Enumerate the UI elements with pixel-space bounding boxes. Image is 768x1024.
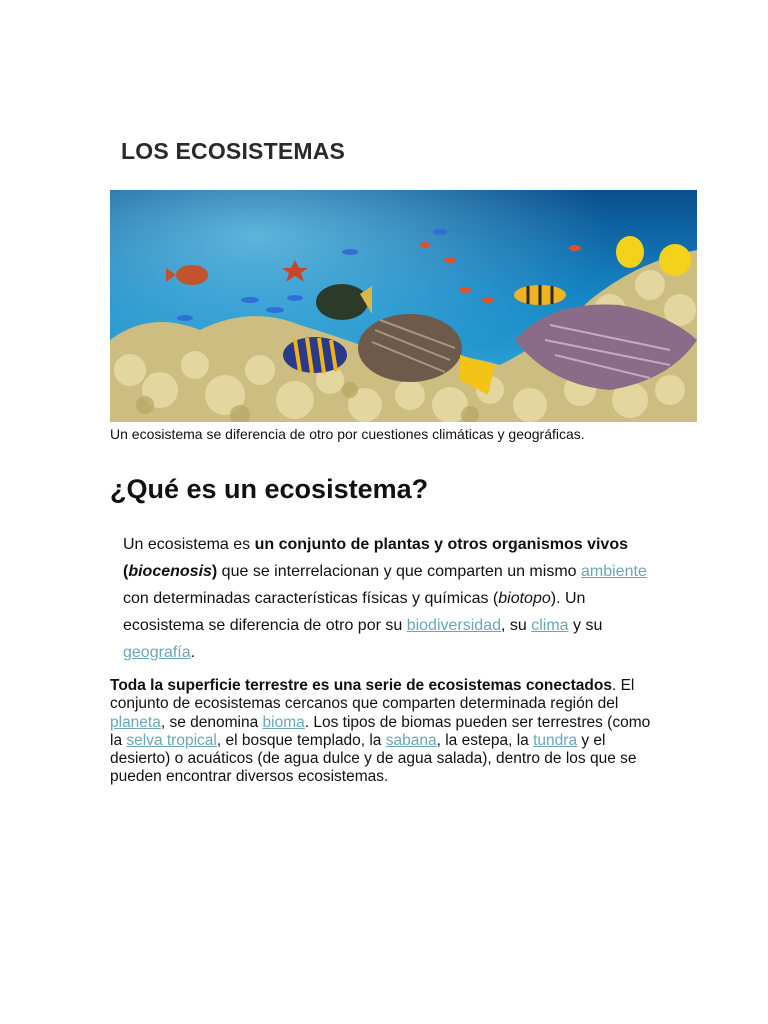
coral-reef-illustration [110,190,697,422]
section-heading: ¿Qué es un ecosistema? [110,474,429,504]
link-clima[interactable]: clima [531,617,569,634]
text: y su [568,617,603,634]
text: . El conjunto de ecosistemas cercanos que comparten determinada región del [110,677,635,713]
text: , se denomina [160,713,263,731]
text: . [190,644,196,661]
link-selva-tropical[interactable]: selva tropical [126,731,217,749]
text: . Los tipos de biomas pueden ser terrestres (como la [110,713,651,749]
bold-text: Toda la superficie terrestre es una serie de ecosistemas conectados [110,677,612,694]
paragraph-biomas [110,677,666,787]
italic-term-biocenosis: biocenosis [128,563,212,580]
link-ambiente[interactable]: ambiente [580,563,647,580]
italic-term-biotopo: biotopo [498,590,551,607]
text: Un ecosistema es [123,536,255,553]
link-geografia[interactable]: geografía [123,644,191,661]
text: , la estepa, la [436,731,534,749]
text: y el desierto) o acuáticos (de agua dulce y de agua salada), dentro de los que se pueden encontrar diversos ecosistemas. [110,731,637,786]
link-planeta[interactable]: planeta [110,713,161,731]
text: , el bosque templado, la [216,731,386,749]
text: ). Un ecosistema se diferencia de otro por su [123,590,586,634]
text: que se interrelacionan y que comparten un mismo [217,563,581,580]
link-biodiversidad[interactable]: biodiversidad [406,617,501,634]
link-tundra[interactable]: tundra [533,731,578,749]
page-title: LOS ECOSISTEMAS [121,138,346,164]
link-bioma[interactable]: bioma [262,713,305,731]
image-caption: Un ecosistema se diferencia de otro por cuestiones climáticas y geográficas. [110,426,585,442]
bold-span: un conjunto de plantas y otros organismos vivos ( [123,536,628,580]
text: con determinadas características físicas y químicas ( [123,590,499,607]
text: , su [500,617,532,634]
link-sabana[interactable]: sabana [385,731,437,749]
paragraph-definition [123,531,653,666]
coral-reef-image [110,190,697,422]
bold-span: ) [211,563,218,580]
